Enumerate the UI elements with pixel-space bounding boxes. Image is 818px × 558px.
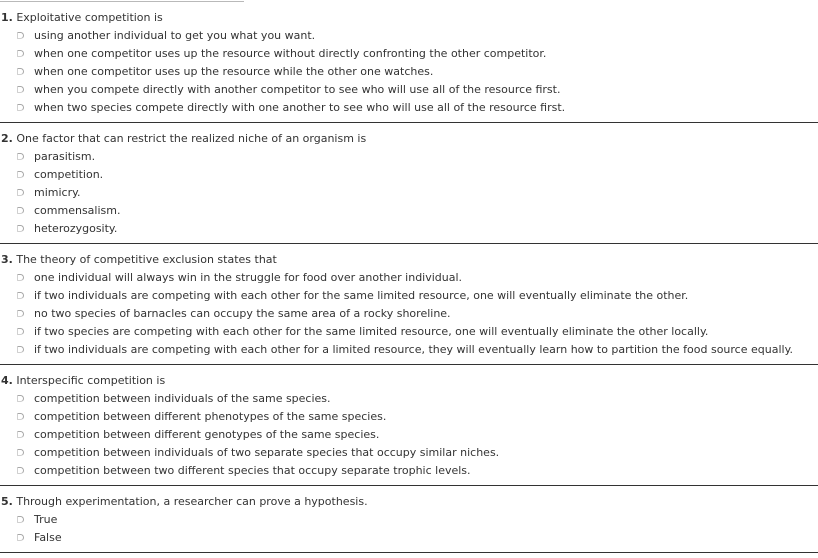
answer-option[interactable] [0,63,818,81]
question-title [0,492,818,511]
radio-button-icon[interactable] [17,86,24,93]
answer-option-label: when one competitor uses up the resource without directly confronting the other competitor. [34,47,547,60]
answer-option[interactable] [0,184,818,202]
top-divider [0,0,244,2]
radio-button-icon[interactable] [17,68,24,75]
radio-button-icon[interactable] [17,467,24,474]
answer-option[interactable] [0,408,818,426]
radio-button-icon[interactable] [17,274,24,281]
question-prompt: The theory of competitive exclusion states that [16,253,277,266]
question-title [0,8,818,27]
answer-option-label: True [34,513,58,526]
radio-button-icon[interactable] [17,534,24,541]
question-prompt: Interspecific competition is [16,374,166,387]
answer-option[interactable] [0,444,818,462]
answer-option[interactable] [0,81,818,99]
answer-option-label: competition between different phenotypes of the same species. [34,410,387,423]
radio-button-icon[interactable] [17,207,24,214]
radio-button-icon[interactable] [17,449,24,456]
question-1 [0,8,818,123]
answer-option-label: competition between individuals of two separate species that occupy similar niches. [34,446,500,459]
answer-option[interactable] [0,27,818,45]
question-number: 3. [1,253,13,266]
answer-option-label: False [34,531,62,544]
answer-option-label: if two individuals are competing with each other for the same limited resource, one will eventually eliminate the other. [34,289,689,302]
question-5 [0,492,818,553]
radio-button-icon[interactable] [17,292,24,299]
answer-option-label: no two species of barnacles can occupy the same area of a rocky shoreline. [34,307,451,320]
answer-option-label: heterozygosity. [34,222,118,235]
answer-option[interactable] [0,99,818,117]
radio-button-icon[interactable] [17,310,24,317]
answer-option-label: competition between individuals of the same species. [34,392,331,405]
question-prompt: Through experimentation, a researcher can prove a hypothesis. [16,495,368,508]
question-number: 4. [1,374,13,387]
answer-option-label: if two individuals are competing with each other for a limited resource, they will eventually learn how to partition the food source equally. [34,343,794,356]
radio-button-icon[interactable] [17,431,24,438]
question-title [0,250,818,269]
radio-button-icon[interactable] [17,328,24,335]
quiz-list [0,8,818,553]
answer-option[interactable] [0,323,818,341]
answer-option[interactable] [0,269,818,287]
question-prompt: Exploitative competition is [16,11,163,24]
answer-option-label: competition between two different species that occupy separate trophic levels. [34,464,471,477]
radio-button-icon[interactable] [17,32,24,39]
answer-option-label: when you compete directly with another competitor to see who will use all of the resource first. [34,83,561,96]
answer-option[interactable] [0,287,818,305]
radio-button-icon[interactable] [17,189,24,196]
question-title [0,129,818,148]
question-3 [0,250,818,365]
radio-button-icon[interactable] [17,413,24,420]
radio-button-icon[interactable] [17,516,24,523]
radio-button-icon[interactable] [17,153,24,160]
answer-option[interactable] [0,220,818,238]
answer-option[interactable] [0,45,818,63]
radio-button-icon[interactable] [17,104,24,111]
radio-button-icon[interactable] [17,346,24,353]
answer-option-label: competition. [34,168,104,181]
answer-option[interactable] [0,462,818,480]
answer-option-label: parasitism. [34,150,96,163]
radio-button-icon[interactable] [17,50,24,57]
answer-option-label: when two species compete directly with one another to see who will use all of the resource first. [34,101,566,114]
answer-option[interactable] [0,511,818,529]
answer-option[interactable] [0,341,818,359]
radio-button-icon[interactable] [17,225,24,232]
answer-option[interactable] [0,305,818,323]
answer-option-label: one individual will always win in the struggle for food over another individual. [34,271,463,284]
radio-button-icon[interactable] [17,171,24,178]
answer-option-label: if two species are competing with each other for the same limited resource, one will eventually eliminate the other locally. [34,325,709,338]
answer-option-label: commensalism. [34,204,121,217]
answer-option[interactable] [0,390,818,408]
question-number: 5. [1,495,13,508]
answer-option[interactable] [0,426,818,444]
answer-option[interactable] [0,202,818,220]
answer-option-label: using another individual to get you what you want. [34,29,316,42]
answer-option[interactable] [0,148,818,166]
question-title [0,371,818,390]
question-4 [0,371,818,486]
radio-button-icon[interactable] [17,395,24,402]
answer-option-label: when one competitor uses up the resource while the other one watches. [34,65,434,78]
answer-option[interactable] [0,529,818,547]
question-prompt: One factor that can restrict the realized niche of an organism is [16,132,367,145]
answer-option-label: competition between different genotypes of the same species. [34,428,380,441]
answer-option[interactable] [0,166,818,184]
question-number: 1. [1,11,13,24]
question-2 [0,129,818,244]
question-number: 2. [1,132,13,145]
answer-option-label: mimicry. [34,186,81,199]
